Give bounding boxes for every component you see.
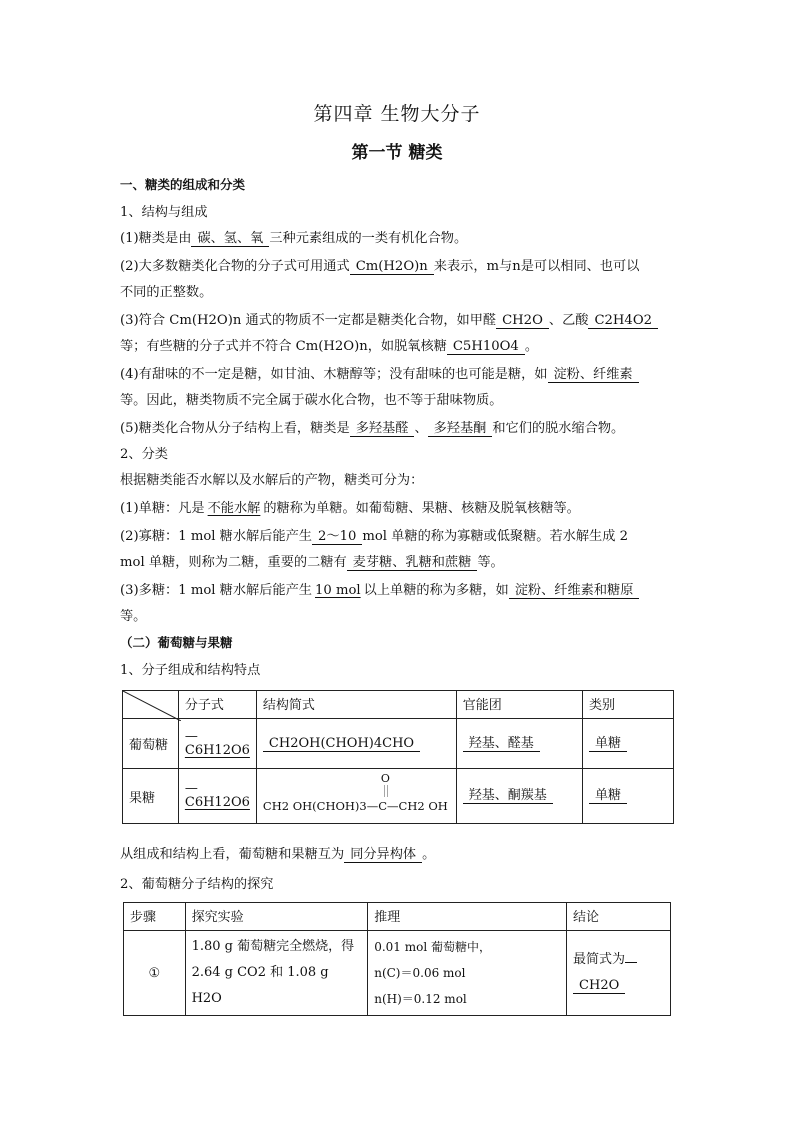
class-oligosaccharide: (2)寡糖：1 mol 糖水解后能产生 2～10 mol 单糖的称为寡糖或低聚糖。若水解生成 2: [120, 529, 628, 544]
exploration-table: [123, 902, 671, 1016]
header-step: 步骤: [124, 903, 186, 931]
blank-polyhydroxy-ketone: 多羟基酮: [428, 421, 493, 437]
blank-formaldehyde: CH2O: [496, 313, 549, 329]
row-glucose-structure: CH2OH(CHOH)4CHO: [256, 719, 456, 769]
para-1: (1)糖类是由 碳、氢、氧 三种元素组成的一类有机化合物。: [120, 231, 468, 246]
blank-2-10: 2～10: [312, 529, 362, 545]
fructose-chain: CH2 OH(CHOH)3—C—CH2 OH: [262, 799, 448, 813]
diagonal-line: [123, 691, 181, 721]
carbonyl-oxygen: O: [380, 772, 390, 785]
sub-glucose-exploration: 2、葡萄糖分子结构的探究: [120, 877, 274, 892]
blank-isomers: 同分异构体: [344, 847, 422, 863]
structure-table: [122, 690, 674, 824]
heading-composition: 一、糖类的组成和分类: [120, 177, 246, 192]
class-polysaccharide-cont: 等。: [120, 609, 147, 624]
sub-structure: 1、结构与组成: [120, 205, 208, 220]
section-title: 第一节 糖类: [351, 143, 443, 163]
para-4: (4)有甜味的不一定是糖，如甘油、木糖醇等；没有甜味的也可能是糖，如 淀粉、纤维素: [120, 366, 680, 384]
blank-acetic-acid: C2H4O2: [588, 313, 658, 329]
blank-polysaccharides: 淀粉、纤维素和糖原: [509, 583, 640, 599]
para-3: (3)符合 Cm(H2O)n 通式的物质不一定都是糖类化合物，如甲醛 CH2O 、乙酸 C2H4O2: [120, 312, 680, 330]
blank-disaccharides: 麦芽糖、乳糖和蔗糖: [347, 555, 478, 571]
blank-starch-cellulose: 淀粉、纤维素: [548, 367, 639, 383]
blank-general-formula: Cm(H2O)n: [350, 259, 434, 275]
row-fructose-type: 单糖: [582, 769, 673, 824]
header-conclusion: 结论: [567, 903, 671, 931]
header-formula: 分子式: [178, 691, 256, 719]
sub-molecular-structure: 1、分子组成和结构特点: [120, 663, 261, 678]
row-glucose-name: 葡萄糖: [123, 719, 179, 769]
experiment-cell: 1.80 g 葡萄糖完全燃烧，得 2.64 g CO2 和 1.08 g H2O: [185, 931, 368, 1016]
underline-10mol: 10 mol: [315, 583, 361, 598]
row-fructose-structure: [256, 769, 456, 824]
class-oligosaccharide-cont: mol 单糖，则称为二糖，重要的二糖有 麦芽糖、乳糖和蔗糖 等。: [120, 555, 504, 570]
row-glucose-type: 单糖: [582, 719, 673, 769]
class-polysaccharide: (3)多糖：1 mol 糖水解后能产生 10 mol 以上单糖的称为多糖，如 淀粉、纤维素和糖原: [120, 582, 680, 600]
step-1: ①: [124, 931, 186, 1016]
header-structure: 结构简式: [256, 691, 456, 719]
row-glucose-formula: — C6H12O6: [178, 719, 256, 769]
classification-intro: 根据糖类能否水解以及水解后的产物，糖类可分为：: [120, 473, 424, 488]
header-functional-group: 官能团: [456, 691, 582, 719]
para-5: (5)糖类化合物从分子结构上看，糖类是 多羟基醛 、 多羟基酮 和它们的脱水缩合物。: [120, 421, 625, 436]
conclusion-cell: 最简式为 CH2O: [567, 931, 671, 1016]
chapter-title: 第四章 生物大分子: [313, 103, 481, 125]
para-3-cont: 等；有些糖的分子式并不符合 Cm(H2O)n，如脱氧核糖 C5H10O4 。: [120, 339, 538, 354]
row-fructose-name: 果糖: [123, 769, 179, 824]
heading-glucose-fructose: （二）葡萄糖与果糖: [120, 635, 233, 650]
para-2-cont: 不同的正整数。: [120, 285, 213, 300]
blank-elements: 碳、氢、氧: [191, 231, 269, 247]
blank-deoxyribose: C5H10O4: [447, 339, 525, 355]
double-bond: [384, 785, 388, 797]
para-4-cont: 等。因此，糖类物质不完全属于碳水化合物，也不等于甜味物质。: [120, 393, 503, 408]
header-category: 类别: [582, 691, 673, 719]
isomer-conclusion: 从组成和结构上看，葡萄糖和果糖互为 同分异构体 。: [120, 847, 436, 862]
row-glucose-group: 羟基、醛基: [456, 719, 582, 769]
reasoning-cell: 0.01 mol 葡萄糖中， n(C)＝0.06 mol n(H)＝0.12 mol: [368, 931, 567, 1016]
class-monosaccharide: (1)单糖：凡是 不能水解 的糖称为单糖。如葡萄糖、果糖、核糖及脱氧核糖等。: [120, 501, 580, 516]
row-fructose-group: 羟基、酮羰基: [456, 769, 582, 824]
underline-not-hydrolyzable: 不能水解: [207, 501, 261, 516]
blank-polyhydroxy-aldehyde: 多羟基醛: [350, 421, 415, 437]
sub-classification: 2、分类: [120, 447, 168, 462]
blank-empirical-formula: CH2O: [573, 978, 625, 994]
diagonal-corner-cell: [123, 691, 179, 719]
header-reasoning: 推理: [368, 903, 567, 931]
row-fructose-formula: — C6H12O6: [178, 769, 256, 824]
header-experiment: 探究实验: [185, 903, 368, 931]
para-2: (2)大多数糖类化合物的分子式可用通式 Cm(H2O)n 来表示，m与n是可以相同、也可以: [120, 259, 640, 274]
